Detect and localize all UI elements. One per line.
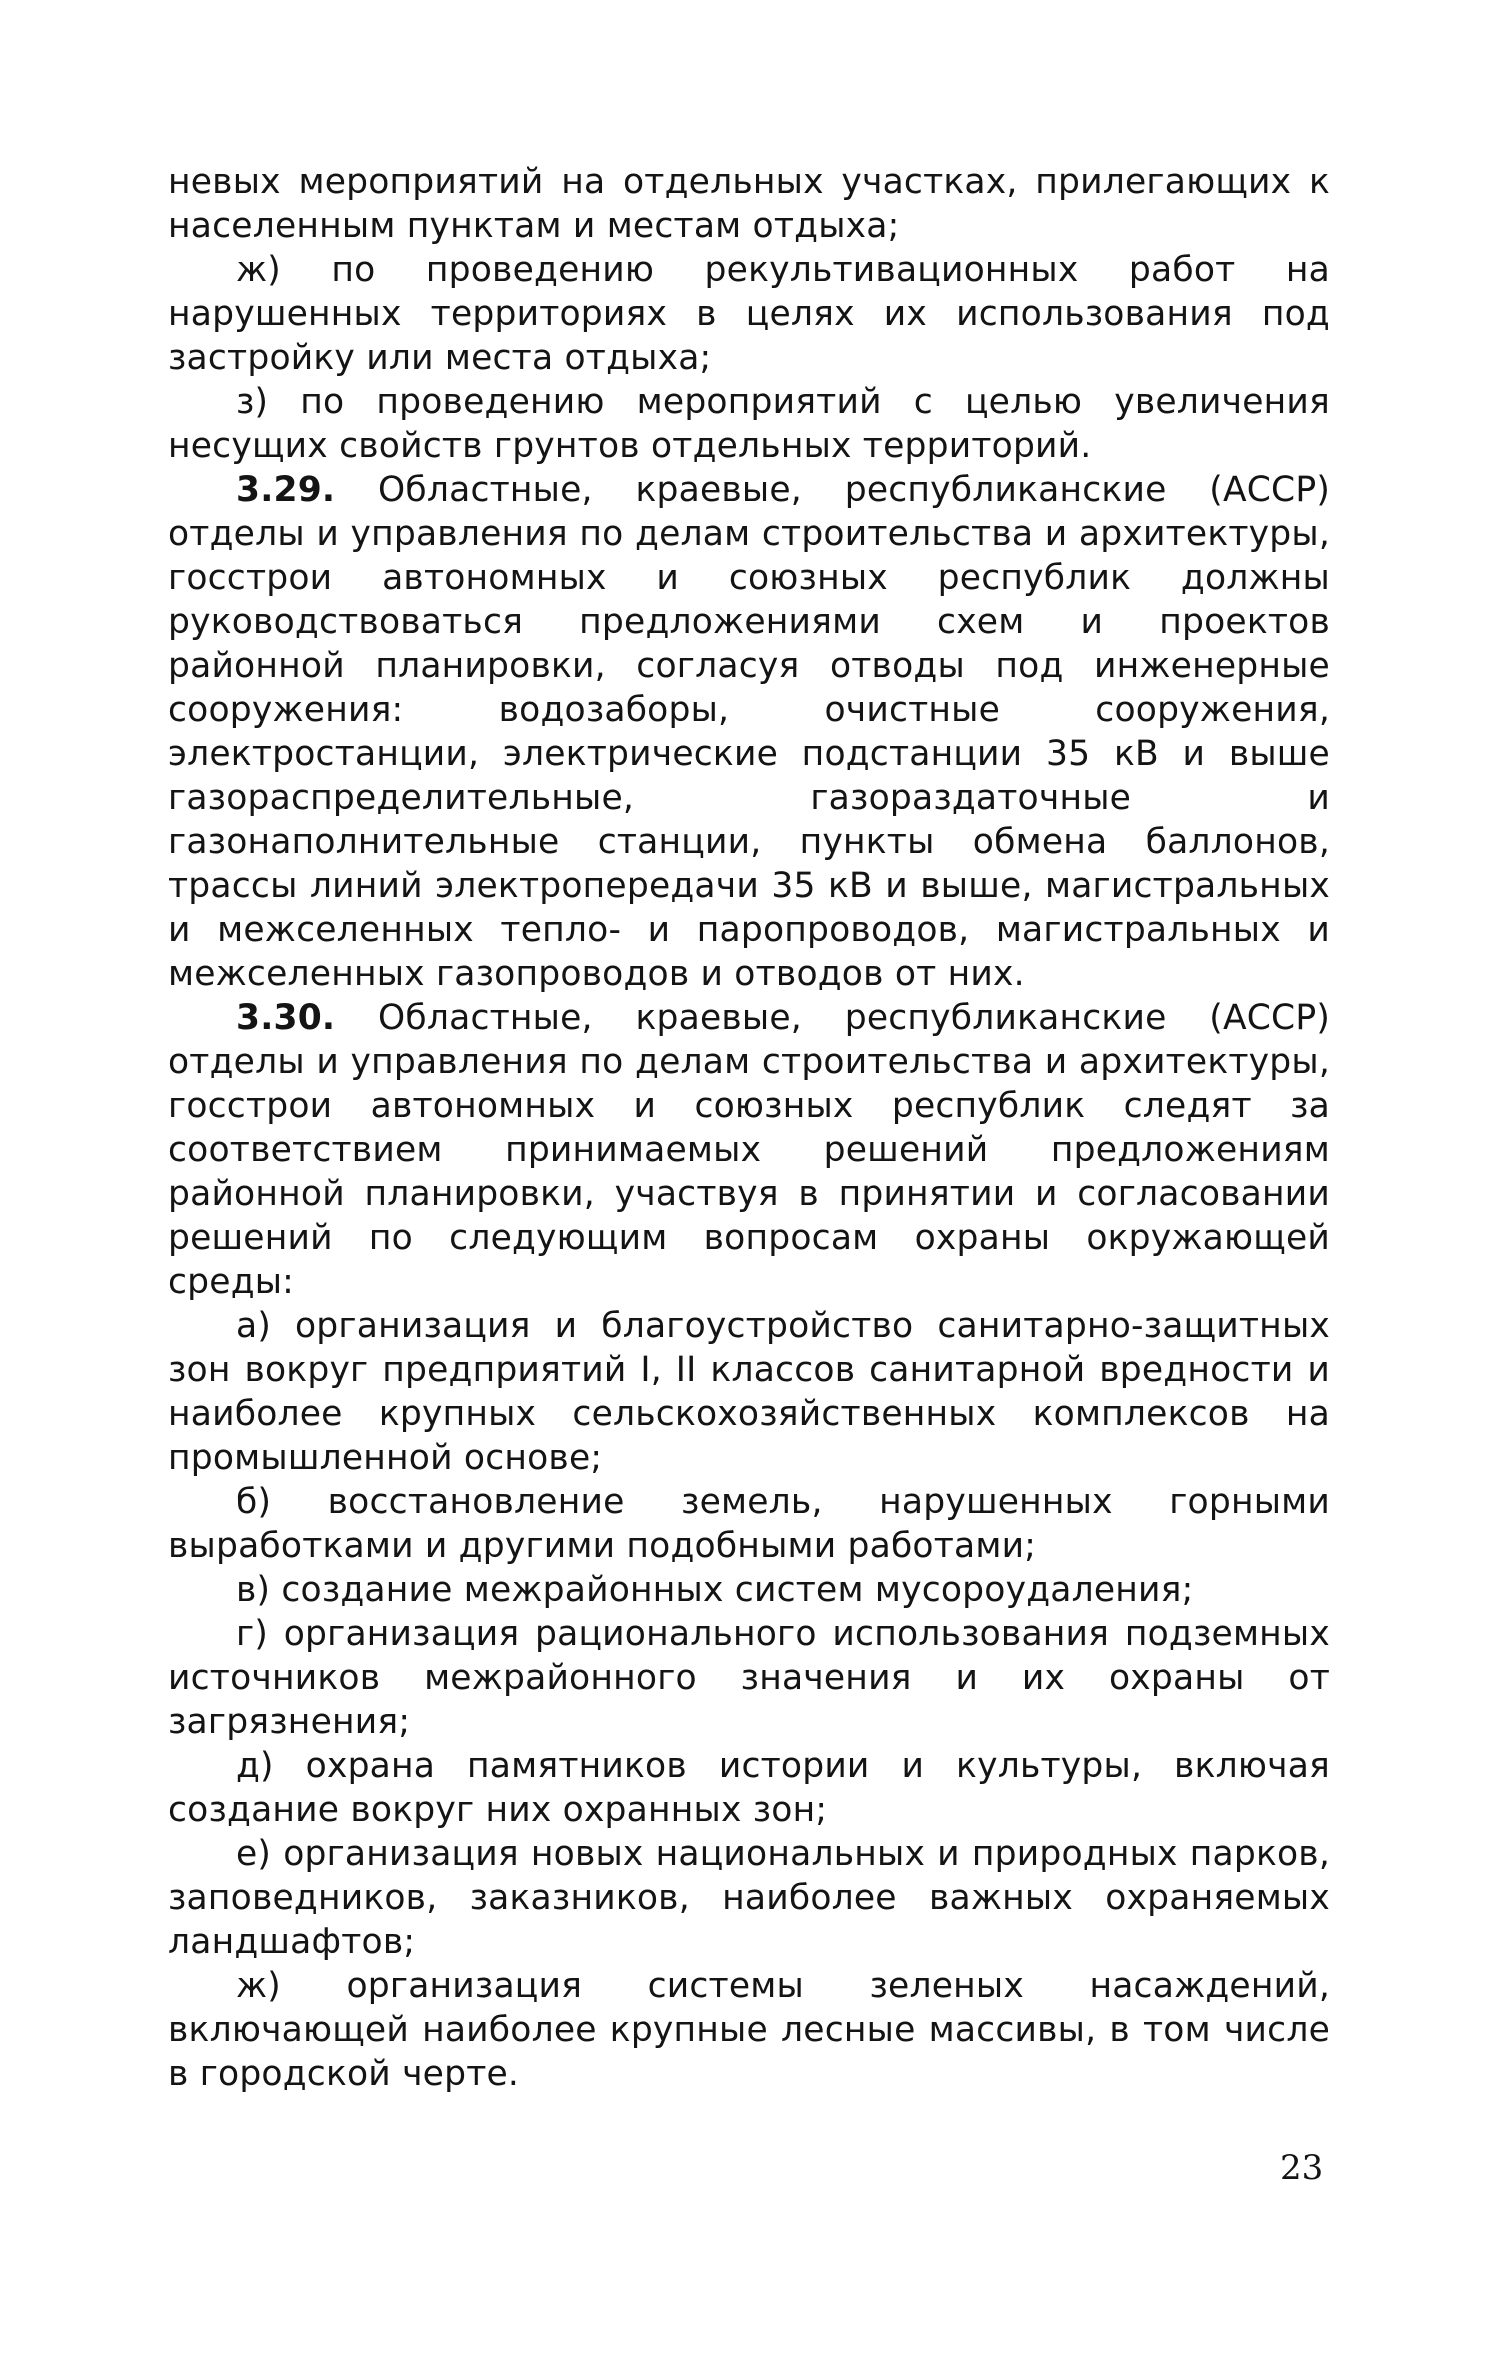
- paragraph-item-z: [168, 380, 1330, 468]
- page-number: 23: [1280, 2148, 1324, 2188]
- paragraph-continuation: [168, 160, 1330, 248]
- paragraph-text: г) организация рационального использования подземных источников межрайонного значения и их охраны от загрязнения;: [168, 1614, 1330, 1742]
- paragraph-item-a: [168, 1304, 1330, 1480]
- paragraph-3-29: [168, 468, 1330, 996]
- paragraph-item-g: [168, 1612, 1330, 1744]
- paragraph-3-30: [168, 996, 1330, 1304]
- paragraph-item-v: [168, 1568, 1330, 1612]
- paragraph-text: ж) по проведению рекультивационных работ на нарушенных территориях в целях их использования под застройку или места отдыха;: [168, 250, 1330, 378]
- paragraph-text: а) организация и благоустройство санитарно-защитных зон вокруг предприятий I, II классов санитарной вредности и наиболее крупных сельскохозяйственных комплексов на промышленной основе;: [168, 1306, 1330, 1478]
- paragraph-text: б) восстановление земель, нарушенных горными выработками и другими подобными работами;: [168, 1482, 1330, 1566]
- section-number: 3.30.: [236, 998, 336, 1038]
- paragraph-text: д) охрана памятников истории и культуры, включая создание вокруг них охранных зон;: [168, 1746, 1330, 1830]
- paragraph-item-zh: [168, 248, 1330, 380]
- paragraph-item-b: [168, 1480, 1330, 1568]
- paragraph-text: ж) организация системы зеленых насаждений, включающей наиболее крупные лесные массивы, в том числе в городской черте.: [168, 1966, 1330, 2094]
- paragraph-text: Областные, краевые, республиканские (АССР) отделы и управления по делам строительства и архитектуры, госстрои автономных и союзных республик следят за соответствием принимаемых решений предложениям районной планировки, участвуя в принятии и согласовании решений по следующим вопросам охраны окружающей среды:: [168, 998, 1330, 1302]
- paragraph-text: Областные, краевые, республиканские (АССР) отделы и управления по делам строительства и архитектуры, госстрои автономных и союзных республик должны руководствоваться предложениями схем и проектов районной планировки, согласуя отводы под инженерные сооружения: водозаборы, очистные сооружения, электростанции, электрические подстанции 35 кВ и выше газораспределительные, газораздаточные и газонаполнительные станции, пункты обмена баллонов, трассы линий электропередачи 35 кВ и выше, магистральных и межселенных тепло- и паропроводов, магистральных и межселенных газопроводов и отводов от них.: [168, 470, 1330, 994]
- paragraph-item-d: [168, 1744, 1330, 1832]
- paragraph-item-zh-2: [168, 1964, 1330, 2096]
- section-number: 3.29.: [236, 470, 336, 510]
- paragraph-text: е) организация новых национальных и природных парков, заповедников, заказников, наиболее важных охраняемых ландшафтов;: [168, 1834, 1330, 1962]
- paragraph-text: з) по проведению мероприятий с целью увеличения несущих свойств грунтов отдельных территорий.: [168, 382, 1330, 466]
- page-body: [168, 160, 1330, 2096]
- paragraph-text: в) создание межрайонных систем мусороудаления;: [236, 1570, 1194, 1610]
- paragraph-text: невых мероприятий на отдельных участках, прилегающих к населенным пунктам и местам отдыха;: [168, 162, 1330, 246]
- paragraph-item-e: [168, 1832, 1330, 1964]
